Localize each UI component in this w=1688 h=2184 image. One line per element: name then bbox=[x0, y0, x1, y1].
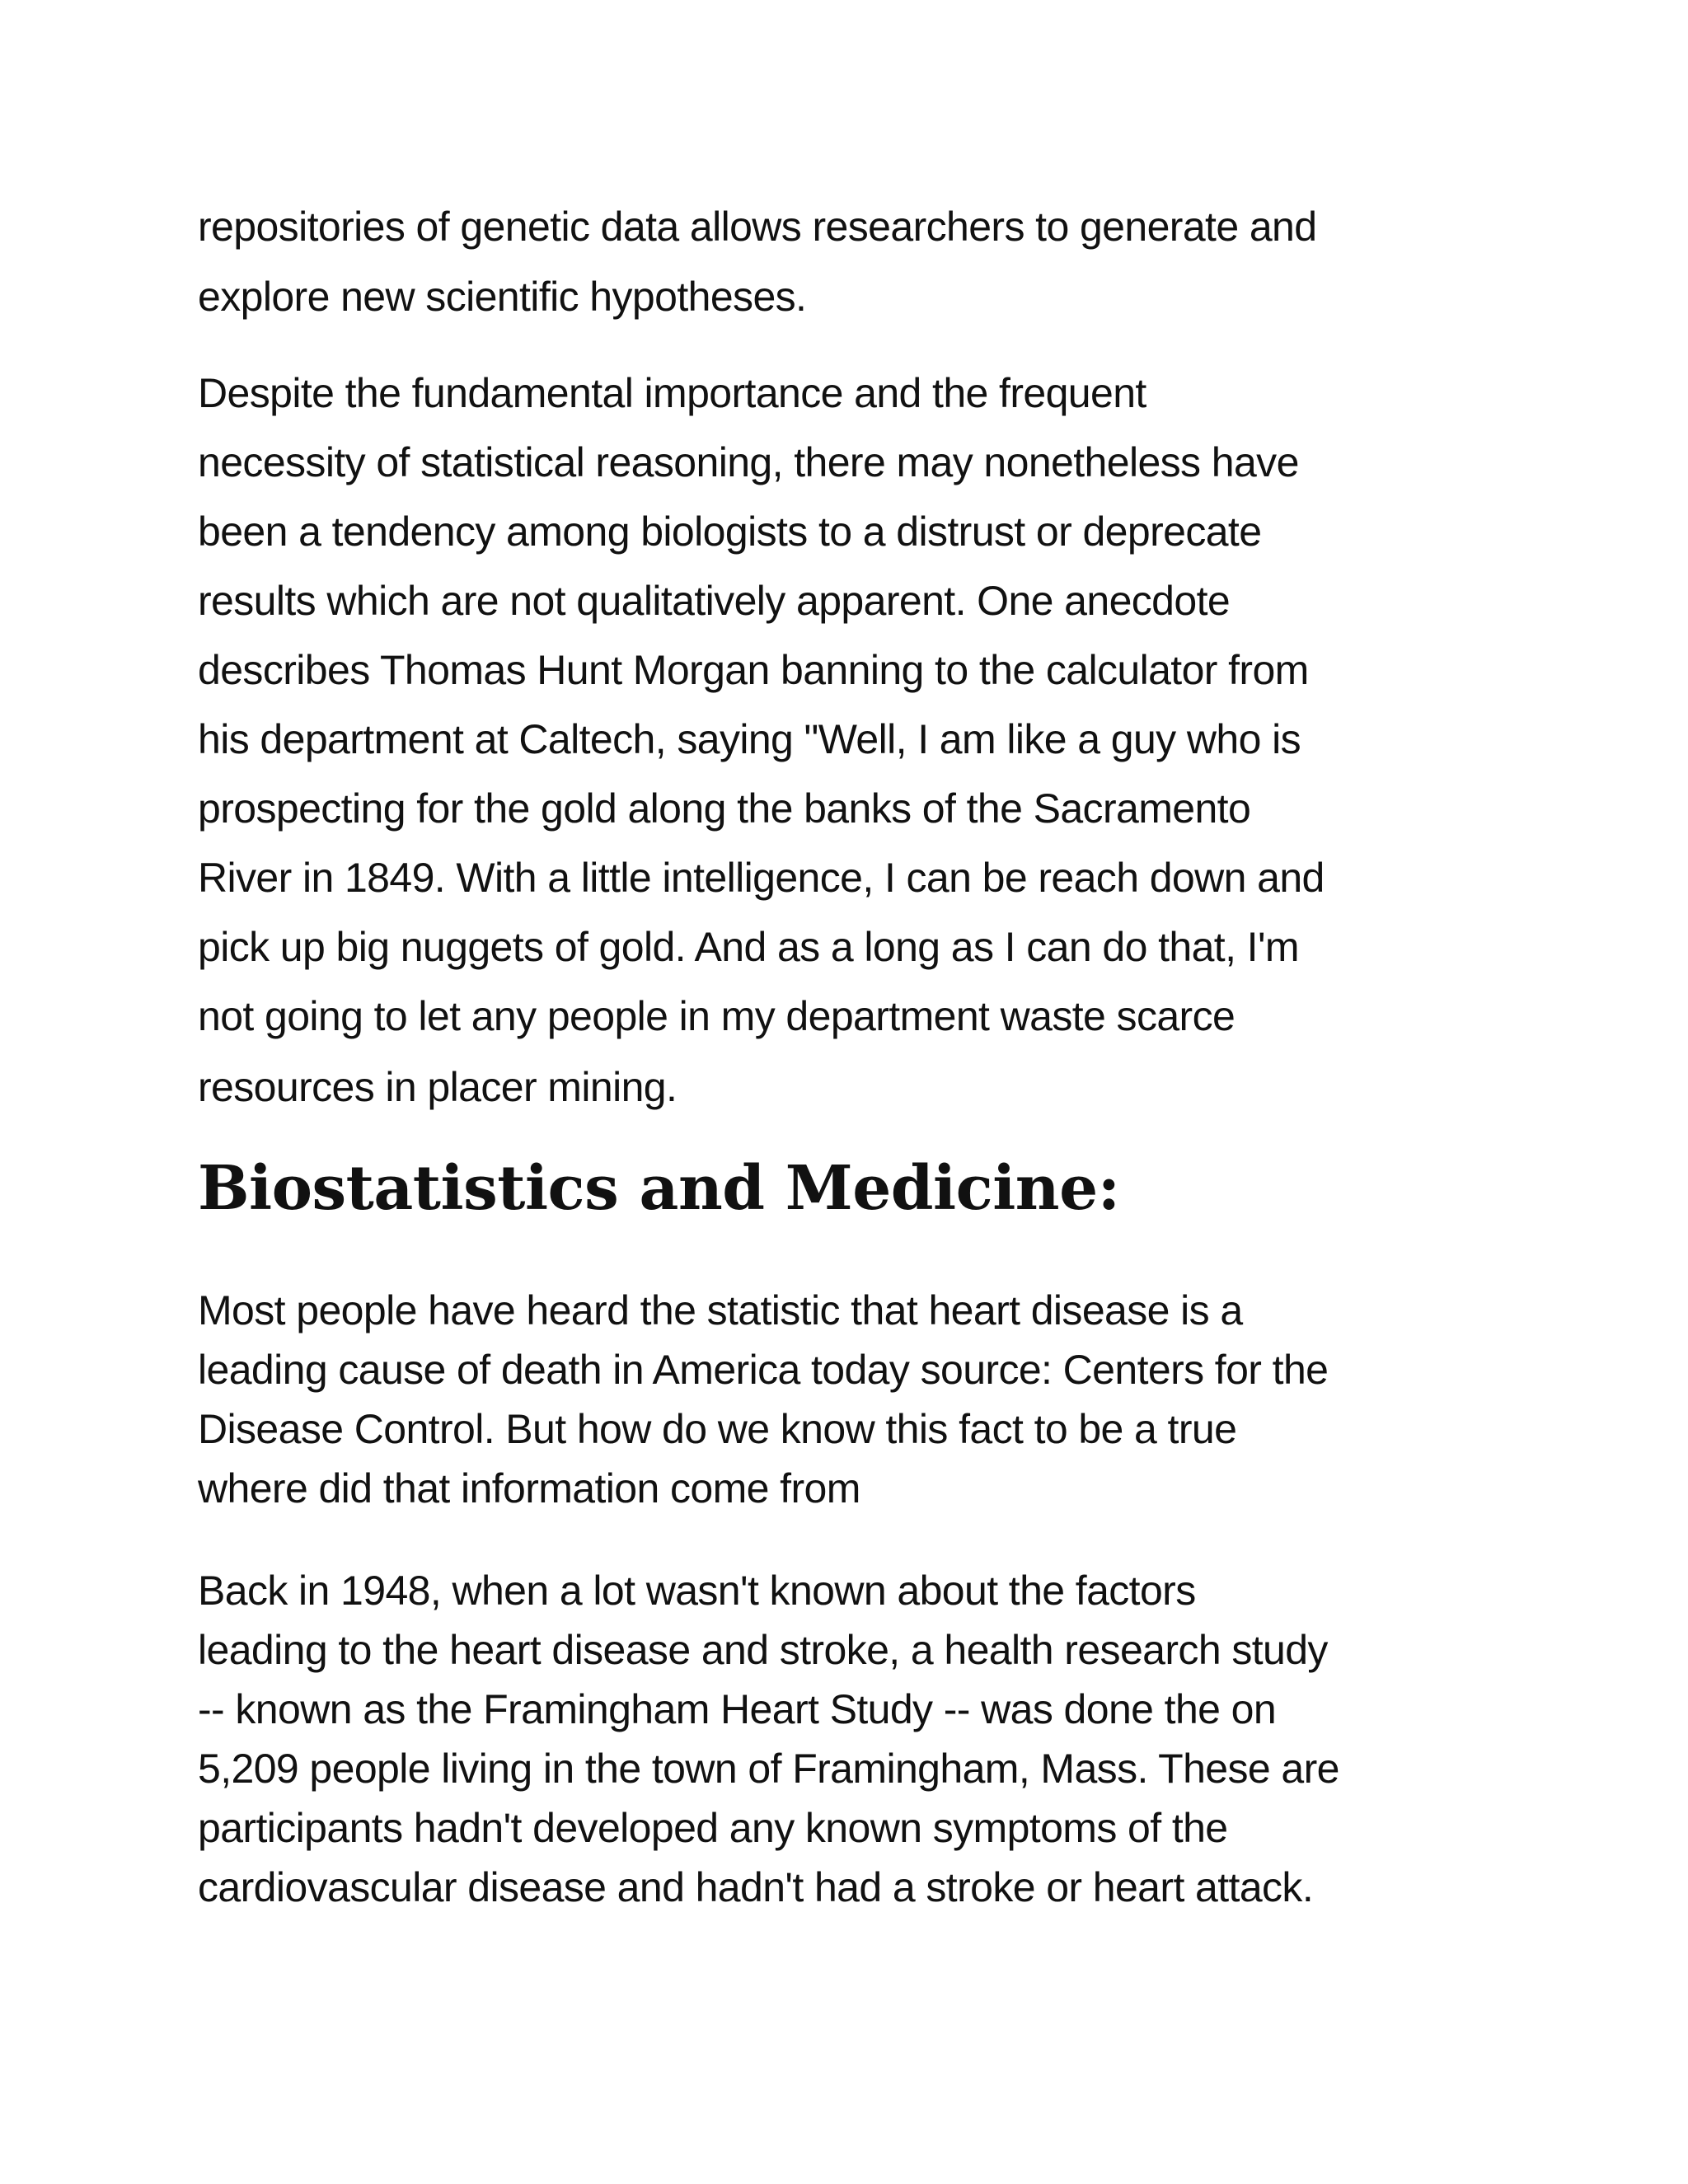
text-line: River in 1849. With a little intelligence, I can be reach down and bbox=[198, 855, 1325, 901]
text-line: participants hadn't developed any known symptoms of the bbox=[198, 1805, 1228, 1851]
text-line: leading to the heart disease and stroke, a health research study bbox=[198, 1627, 1328, 1673]
text-line: Most people have heard the statistic that heart disease is a bbox=[198, 1287, 1243, 1333]
text-line: leading cause of death in America today source: Centers for the bbox=[198, 1347, 1329, 1393]
text-line: explore new scientific hypotheses. bbox=[198, 274, 807, 320]
text-line: Despite the fundamental importance and the frequent bbox=[198, 370, 1146, 416]
text-line: necessity of statistical reasoning, there may nonetheless have bbox=[198, 439, 1299, 485]
text-line: describes Thomas Hunt Morgan banning to the calculator from bbox=[198, 647, 1309, 693]
text-line: Back in 1948, when a lot wasn't known about the factors bbox=[198, 1568, 1196, 1614]
text-line: repositories of genetic data allows researchers to generate and bbox=[198, 204, 1317, 250]
text-line: results which are not qualitatively apparent. One anecdote bbox=[198, 578, 1231, 624]
text-line: Disease Control. But how do we know this fact to be a true bbox=[198, 1406, 1237, 1452]
text-line: -- known as the Framingham Heart Study -- was done the on bbox=[198, 1686, 1277, 1732]
text-line: pick up big nuggets of gold. And as a long as I can do that, I'm bbox=[198, 924, 1299, 970]
text-line: been a tendency among biologists to a distrust or deprecate bbox=[198, 509, 1262, 555]
text-line: cardiovascular disease and hadn't had a stroke or heart attack. bbox=[198, 1864, 1314, 1910]
text-line: his department at Caltech, saying "Well, I am like a guy who is bbox=[198, 716, 1301, 762]
text-line: prospecting for the gold along the banks of the Sacramento bbox=[198, 785, 1251, 832]
text-line: not going to let any people in my department waste scarce bbox=[198, 993, 1236, 1039]
section-heading: Biostatistics and Medicine: bbox=[198, 1153, 1120, 1224]
text-line: 5,209 people living in the town of Framingham, Mass. These are bbox=[198, 1746, 1339, 1792]
text-line: where did that information come from bbox=[198, 1465, 860, 1511]
text-line: resources in placer mining. bbox=[198, 1064, 678, 1110]
